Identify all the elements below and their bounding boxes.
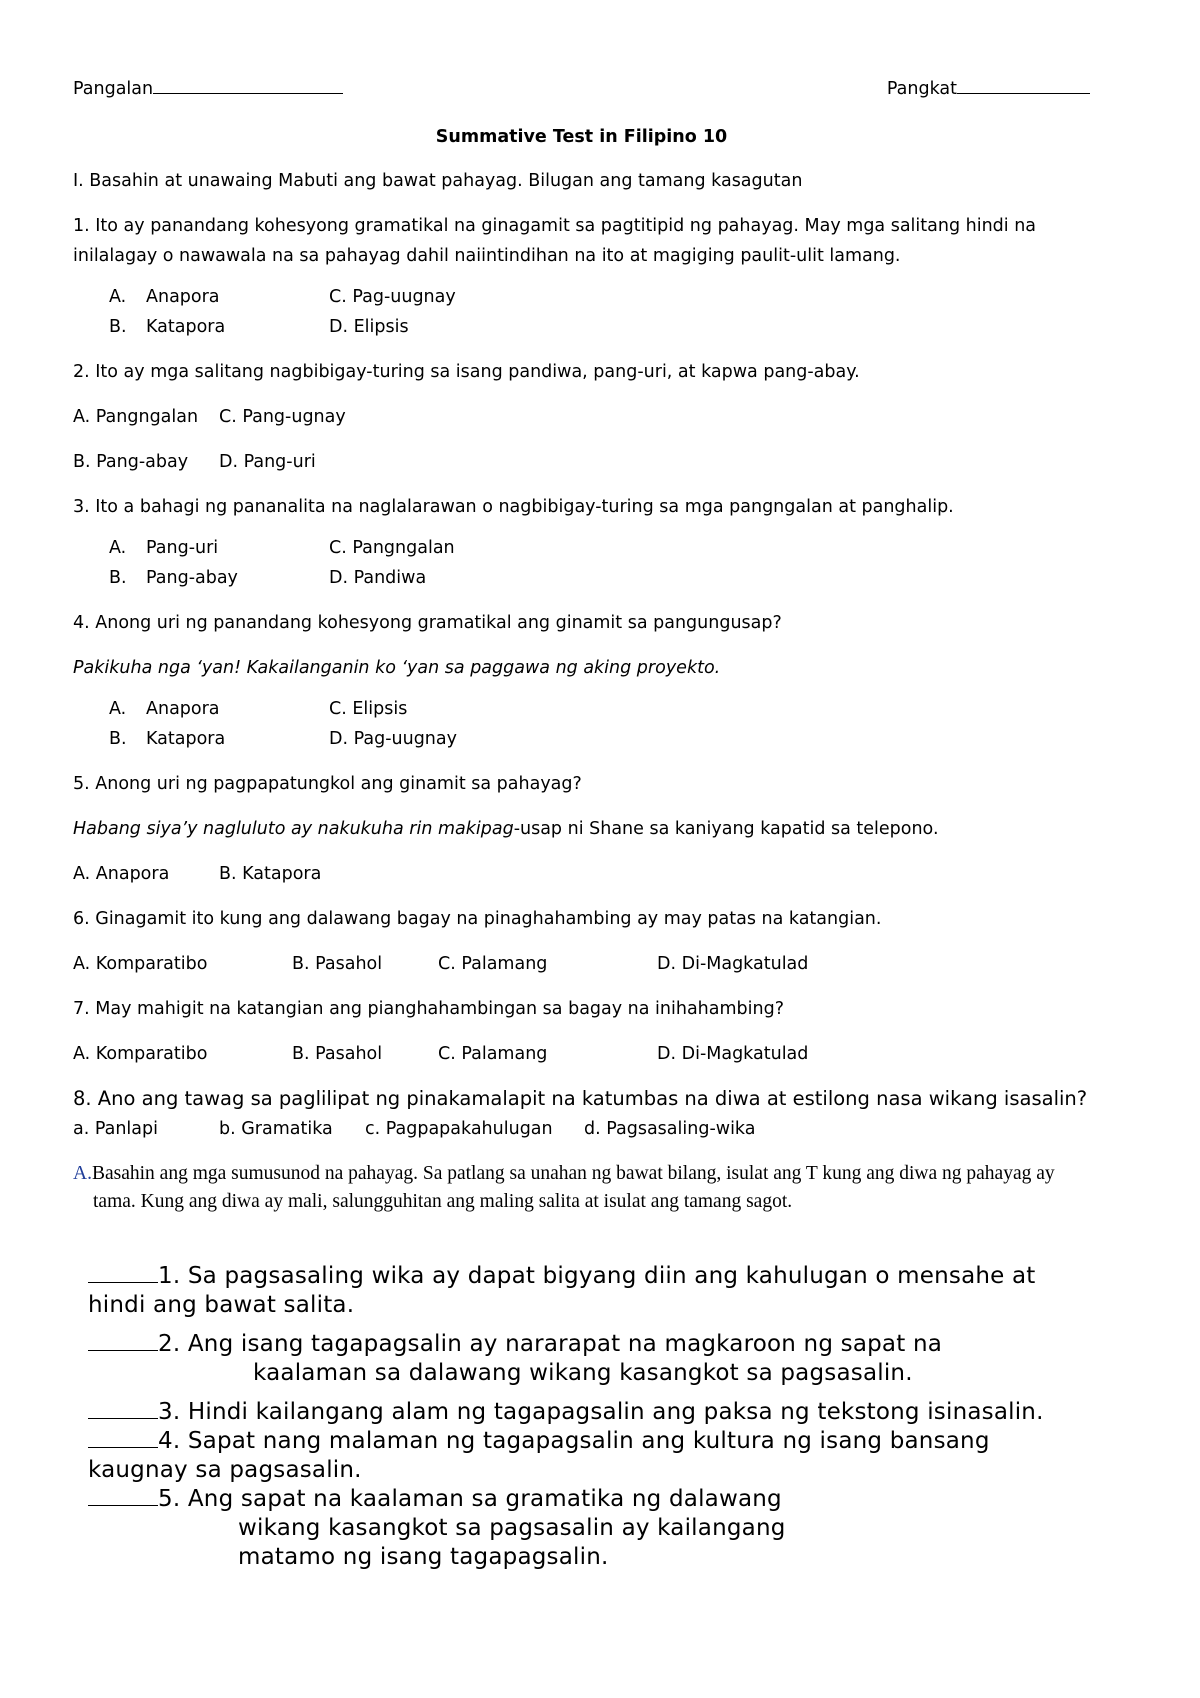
option-b[interactable]: B. Katapora [219, 864, 322, 884]
option-b[interactable]: B. Pasahol [292, 1044, 383, 1064]
group-field [887, 74, 1090, 104]
tf-item-4-text: 4. Sapat nang malaman ng tagapagsalin ang kultura ng isang bansang kaugnay sa pagsasalin. [88, 1428, 990, 1483]
option-letter: A. [109, 287, 127, 307]
option-b[interactable]: Katapora [146, 317, 226, 337]
question-5-example-rest: -usap ni Shane sa kaniyang kapatid sa telepono. [513, 819, 939, 839]
question-2: 2. Ito ay mga salitang nagbibigay-turing sa isang pandiwa, pang-uri, at kapwa pang-abay. [73, 362, 860, 382]
option-a[interactable]: Anapora [146, 287, 220, 307]
instruction: I. Basahin at unawaing Mabuti ang bawat pahayag. Bilugan ang tamang kasagutan [73, 171, 803, 191]
option-a[interactable]: Pang-uri [146, 538, 219, 558]
name-label: Pangalan [73, 79, 154, 99]
option-c[interactable]: C. Pangngalan [329, 538, 455, 558]
option-letter: B. [109, 317, 127, 337]
option-c[interactable]: C. Palamang [438, 1044, 548, 1064]
question-5-example [73, 814, 1090, 844]
option-b[interactable]: B. Pasahol [292, 954, 383, 974]
option-b[interactable]: Katapora [146, 729, 226, 749]
question-5-example-italic: Habang siya’y nagluluto ay nakukuha rin makipag [73, 819, 514, 839]
option-d[interactable]: D. Di-Magkatulad [657, 954, 809, 974]
option-letter: B. [109, 568, 127, 588]
option-letter: B. [109, 729, 127, 749]
question-2-options-row1 [73, 402, 1090, 432]
question-5-options [73, 859, 1090, 889]
option-d[interactable]: d. Pagsasaling-wika [584, 1119, 756, 1139]
name-field [73, 74, 343, 104]
option-b[interactable]: B. Pang-abay [73, 452, 189, 472]
tf-item-2 [88, 1330, 1090, 1388]
question-8: 8. Ano ang tawag sa paglilipat ng pinakamalapit na katumbas na diwa at estilong nasa wikang isasalin? [73, 1087, 1088, 1110]
tf-item-4 [88, 1427, 1090, 1485]
question-3-options [109, 533, 1090, 593]
question-4-options [109, 694, 1090, 754]
question-6: 6. Ginagamit ito kung ang dalawang bagay na pinaghahambing ay may patas na katangian. [73, 909, 882, 929]
option-d[interactable]: D. Pang-uri [219, 452, 316, 472]
tf-item-2-text: 2. Ang isang tagapagsalin ay nararapat na magkaroon ng sapat na [158, 1331, 943, 1357]
option-a[interactable]: A. Komparatibo [73, 954, 208, 974]
option-d[interactable]: D. Di-Magkatulad [657, 1044, 809, 1064]
option-d[interactable]: D. Elipsis [329, 317, 409, 337]
option-a[interactable]: A. Anapora [73, 864, 170, 884]
tf-item-5-continuation-1: wikang kasangkot sa pagsasalin ay kailangang [238, 1515, 786, 1541]
tf-item-5-continuation-2: matamo ng isang tagapagsalin. [238, 1544, 609, 1570]
question-5: 5. Anong uri ng pagpapatungkol ang ginamit sa pahayag? [73, 774, 582, 794]
option-b[interactable]: b. Gramatika [219, 1119, 333, 1139]
answer-blank[interactable] [88, 1262, 158, 1283]
group-blank[interactable] [957, 74, 1090, 94]
section-a-text: Basahin ang mga sumusunod na pahayag. Sa patlang sa unahan ng bawat bilang, isulat ang T kung ang diwa ng pahayag ay tama. Kung ang diwa ay mali, salungguhitan ang maling salita at isulat ang tamang sagot. [91, 1163, 1055, 1212]
tf-item-3 [88, 1398, 1090, 1427]
question-6-options [73, 949, 1090, 979]
tf-item-5-text: 5. Ang sapat na kaalaman sa gramatika ng dalawang [158, 1486, 782, 1512]
tf-item-5 [88, 1485, 1090, 1572]
page-title: Summative Test in Filipino 10 [435, 127, 728, 147]
option-a[interactable]: A. Komparatibo [73, 1044, 208, 1064]
option-c[interactable]: c. Pagpapakahulugan [365, 1119, 553, 1139]
answer-blank[interactable] [88, 1485, 158, 1506]
tf-item-1-text: 1. Sa pagsasaling wika ay dapat bigyang diin ang kahulugan o mensahe at hindi ang bawat salita. [88, 1263, 1036, 1318]
question-1-options [109, 282, 1090, 342]
option-c[interactable]: C. Pag-uugnay [329, 287, 456, 307]
question-4: 4. Anong uri ng panandang kohesyong gramatikal ang ginamit sa pangungusap? [73, 613, 782, 633]
question-7: 7. May mahigit na katangian ang pianghahambingan sa bagay na inihahambing? [73, 999, 784, 1019]
option-c[interactable]: C. Palamang [438, 954, 548, 974]
option-b[interactable]: Pang-abay [146, 568, 238, 588]
question-1: 1. Ito ay panandang kohesyong gramatikal na ginagamit sa pagtitipid ng pahayag. May mga salitang hindi na inilalagay o nawawala na sa pahayag dahil naiintindihan na ito at magiging paulit-ulit lamang. [73, 216, 1037, 266]
answer-blank[interactable] [88, 1330, 158, 1351]
name-blank[interactable] [153, 74, 343, 94]
question-2-options-row2 [73, 447, 1090, 477]
header [73, 74, 1090, 104]
section-a-instruction [73, 1160, 1090, 1216]
option-c[interactable]: C. Pang-ugnay [219, 407, 346, 427]
question-3: 3. Ito a bahagi ng pananalita na naglalarawan o nagbibigay-turing sa mga pangngalan at panghalip. [73, 497, 954, 517]
option-d[interactable]: D. Pag-uugnay [329, 729, 457, 749]
option-c[interactable]: C. Elipsis [329, 699, 408, 719]
question-7-options [73, 1039, 1090, 1069]
tf-item-2-continuation: kaalaman sa dalawang wikang kasangkot sa pagsasalin. [253, 1360, 913, 1386]
tf-item-3-text: 3. Hindi kailangang alam ng tagapagsalin ang paksa ng tekstong isinasalin. [158, 1399, 1044, 1425]
option-a[interactable]: a. Panlapi [73, 1119, 158, 1139]
answer-blank[interactable] [88, 1398, 158, 1419]
tf-item-1 [88, 1262, 1090, 1320]
option-letter: A. [109, 538, 127, 558]
question-8-options [73, 1114, 1090, 1144]
answer-blank[interactable] [88, 1427, 158, 1448]
section-a-letter: A. [73, 1163, 92, 1184]
option-a[interactable]: Anapora [146, 699, 220, 719]
option-letter: A. [109, 699, 127, 719]
question-4-example: Pakikuha nga ‘yan! Kakailanganin ko ‘yan sa paggawa ng aking proyekto. [73, 658, 721, 678]
group-label: Pangkat [886, 79, 957, 99]
option-d[interactable]: D. Pandiwa [329, 568, 427, 588]
option-a[interactable]: A. Pangngalan [73, 407, 199, 427]
